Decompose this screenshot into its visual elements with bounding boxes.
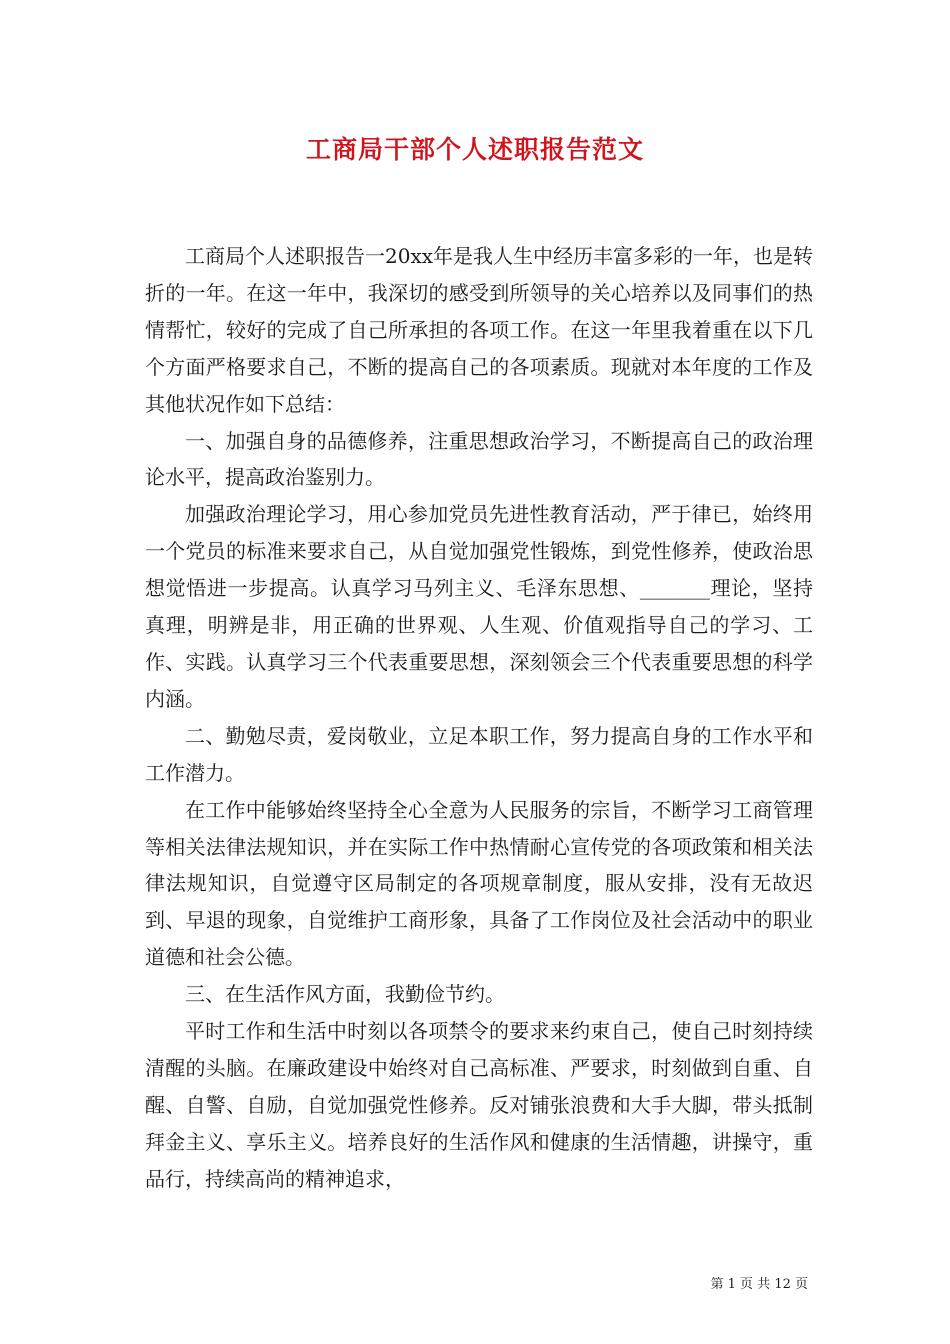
paragraph: 工商局个人述职报告一20xx年是我人生中经历丰富多彩的一年，也是转折的一年。在这一年中，我深切的感受到所领导的关心培养以及同事们的热情帮忙，较好的完成了自己所承担的各项工作。在这一年里我着重在以下几个方面严格要求自己，不断的提高自己的各项素质。现就对本年度的工作及其他状况作如下总结： [145,244,814,416]
paragraph: 二、勤勉尽责，爱岗敬业，立足本职工作，努力提高自身的工作水平和工作潜力。 [145,723,813,785]
document-body [145,238,813,1198]
paragraph: 三、在生活作风方面，我勤俭节约。 [185,982,505,1007]
paragraph: 平时工作和生活中时刻以各项禁令的要求来约束自己，使自己时刻持续清醒的头脑。在廉政建设中始终对自己高标准、严要求，时刻做到自重、自醒、自警、自励，自觉加强党性修养。反对铺张浪费和大手大脚，带头抵制拜金主义、享乐主义。培养良好的生活作风和健康的生活情趣，讲操守，重品行，持续高尚的精神追求， [145,1019,813,1191]
page-number: 第 1 页 共 12 页 [710,1277,808,1292]
document-title: 工商局干部个人述职报告范文 [305,135,644,164]
paragraph: 在工作中能够始终坚持全心全意为人民服务的宗旨，不断学习工商管理等相关法律法规知识，并在实际工作中热情耐心宣传党的各项政策和相关法律法规知识，自觉遵守区局制定的各项规章制度，服从安排，没有无故迟到、早退的现象，自觉维护工商形象，具备了工作岗位及社会活动中的职业道德和社会公德。 [145,797,813,970]
paragraph: 加强政治理论学习，用心参加党员先进性教育活动，严于律已，始终用一个党员的标准来要求自己，从自觉加强党性锻炼，到党性修养，使政治思想觉悟进一步提高。认真学习马列主义、毛泽东思想、_______理论，坚持真理，明辨是非，用正确的世界观、人生观、价值观指导自己的学习、工作、实践。认真学习三个代表重要思想，深刻领会三个代表重要思想的科学内涵。 [145,502,813,711]
paragraph: 一、加强自身的品德修养，注重思想政治学习，不断提高自己的政治理论水平，提高政治鉴别力。 [145,428,813,490]
